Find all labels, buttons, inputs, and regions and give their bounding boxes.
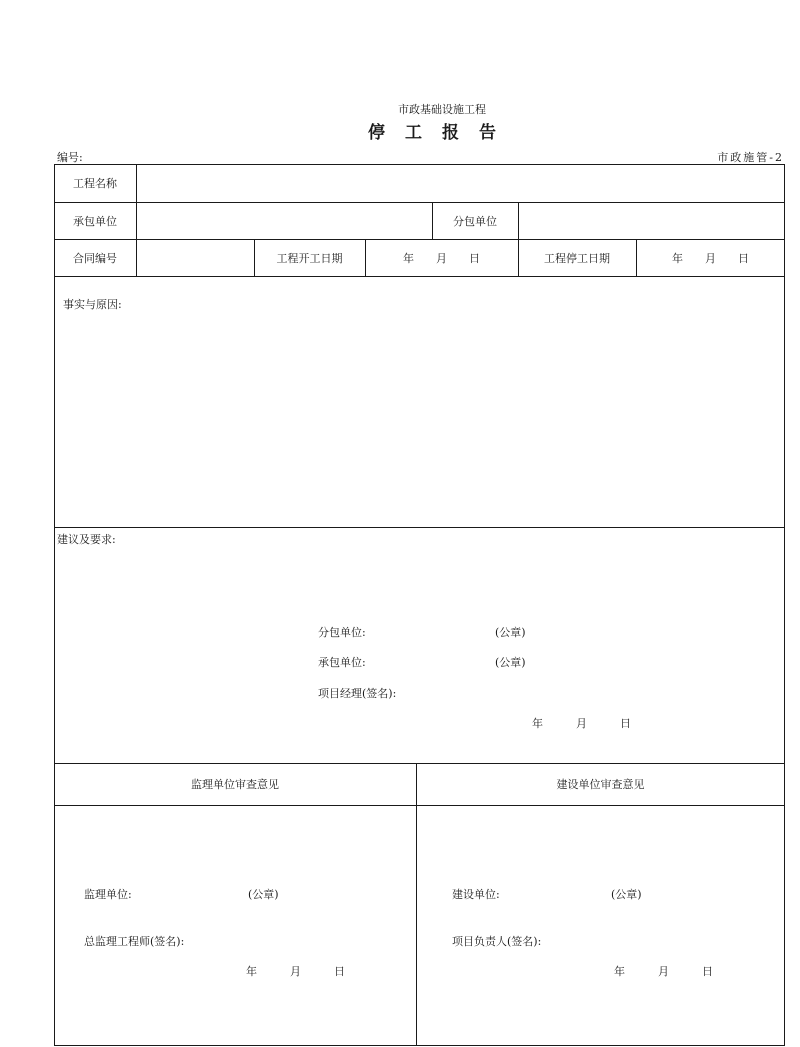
- construction-date: 年 月 日: [614, 965, 713, 978]
- contractor-field[interactable]: [137, 203, 431, 238]
- manager-signature-label: 项目经理(签名):: [318, 687, 397, 700]
- construction-unit-label: 建设单位:: [452, 888, 500, 901]
- supervision-date: 年 月 日: [246, 965, 345, 978]
- form-code: 市政施管-2: [717, 151, 784, 164]
- contractor-unit-seal: (公章): [495, 656, 526, 669]
- subcontractor-label: 分包单位: [453, 214, 497, 228]
- document-subtitle: 市政基础设施工程: [398, 103, 486, 116]
- number-label: 编号:: [57, 151, 83, 164]
- subcontractor-field[interactable]: [519, 203, 784, 238]
- stop-date-label: 工程停工日期: [544, 251, 610, 265]
- construction-unit-seal: (公章): [611, 888, 642, 901]
- row-divider: [54, 276, 785, 277]
- start-date-label: 工程开工日期: [276, 251, 343, 265]
- facts-label: 事实与原因:: [63, 298, 122, 311]
- facts-field[interactable]: [56, 314, 783, 524]
- contractor-unit-label: 承包单位:: [318, 656, 366, 669]
- start-date-value[interactable]: 年 月 日: [403, 251, 480, 265]
- row-divider: [54, 527, 785, 528]
- sub-unit-seal: (公章): [495, 626, 526, 639]
- document-title: 停工报告: [368, 123, 516, 143]
- col-divider: [416, 763, 417, 1046]
- project-name-label: 工程名称: [73, 177, 117, 190]
- construction-header: 建设单位审查意见: [556, 778, 645, 791]
- suggestions-label: 建议及要求:: [57, 533, 116, 546]
- supervision-unit-seal: (公章): [248, 888, 279, 901]
- supervision-header: 监理单位审查意见: [191, 778, 279, 791]
- suggestions-date: 年 月 日: [532, 717, 631, 730]
- contract-no-label: 合同编号: [73, 251, 117, 265]
- stop-date-value[interactable]: 年 月 日: [672, 251, 749, 265]
- sub-unit-label: 分包单位:: [318, 626, 366, 639]
- row-divider: [54, 805, 785, 806]
- form-frame: [54, 164, 785, 1046]
- contract-no-field[interactable]: [137, 240, 253, 275]
- supervision-unit-label: 监理单位:: [84, 888, 132, 901]
- project-leader-signature-label: 项目负责人(签名):: [452, 935, 542, 948]
- contractor-label: 承包单位: [73, 214, 117, 228]
- project-name-field[interactable]: [137, 165, 784, 201]
- chief-engineer-signature-label: 总监理工程师(签名):: [84, 935, 185, 948]
